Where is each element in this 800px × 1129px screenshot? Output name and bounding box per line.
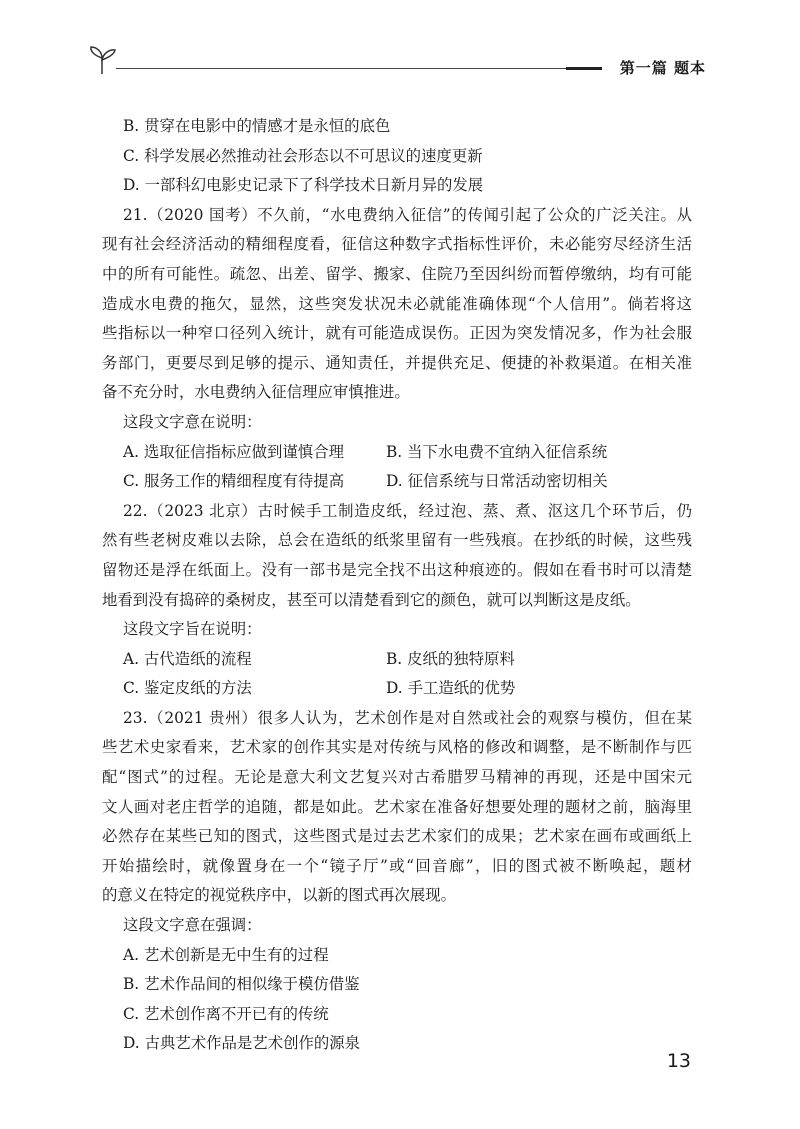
question-21-prompt: 这段文字意在说明： — [123, 412, 262, 431]
option-b: B. 艺术作品间的相似缘于模仿借鉴 — [123, 975, 360, 994]
question-23-line: 文人画对老庄哲学的追随，都是如此。艺术家在准备好想要处理的题材之前，脑海里 — [102, 797, 692, 816]
question-22-line: 22.（2023 北京）古时候手工制造皮纸，经过泡、蒸、煮、沤这几个环节后，仍 — [123, 501, 692, 520]
question-21-line: 21.（2020 国考）不久前，“水电费纳入征信”的传闻引起了公众的广泛关注。从 — [123, 205, 692, 224]
question-23-line: 些艺术史家看来，艺术家的创作其实是对传统与风格的修改和调整，是不断制作与匹 — [102, 738, 692, 757]
question-21 — [102, 201, 692, 497]
option-d: D. 征信系统与日常活动密切相关 — [386, 472, 608, 491]
header-rule — [116, 68, 594, 69]
option-b: B. 当下水电费不宜纳入征信系统 — [386, 442, 608, 461]
question-23-line: 必然存在某些已知的图式，这些图式是过去艺术家们的成果；艺术家在画布或画纸上 — [102, 827, 692, 846]
option-c: C. 艺术创作离不开已有的传统 — [123, 1004, 329, 1023]
question-23-line: 的意义在特定的视觉秩序中，以新的图式再次展现。 — [102, 886, 456, 905]
question-23-line: 23.（2021 贵州）很多人认为，艺术创作是对自然或社会的观察与模仿，但在某 — [123, 708, 692, 727]
header-rule-accent — [566, 67, 602, 70]
option-b: B. 贯穿在电影中的情感才是永恒的底色 — [123, 117, 391, 135]
option-d: D. 一部科幻电影史记录下了科学技术日新月异的发展 — [123, 176, 484, 195]
question-22-line: 地看到没有捣碎的桑树皮，甚至可以清楚看到它的颜色，就可以判断这是皮纸。 — [102, 590, 641, 609]
question-22-options-row — [102, 674, 692, 704]
question-22-line: 留物还是浮在纸面上。没有一部书是完全找不出这种痕迹的。假如在看书时可以清楚 — [102, 560, 692, 579]
sprout-icon — [88, 44, 118, 78]
page-number: 13 — [666, 1050, 691, 1072]
question-21-line: 现有社会经济活动的精细程度看，征信这种数字式指标性评价，未必能穷尽经济生活 — [102, 235, 692, 254]
page-header — [88, 44, 706, 84]
question-23-line: 开始描绘时，就像置身在一个“镜子厅”或“回音廊”，旧的图式被不断唤起，题材 — [102, 856, 692, 875]
question-21-line: 中的所有可能性。疏忽、出差、留学、搬家、住院乃至因纠纷而暂停缴纳，均有可能 — [102, 264, 692, 283]
question-23 — [102, 704, 692, 1059]
question-21-line: 造成水电费的拖欠，显然，这些突发状况未必就能准确体现“个人信用”。倘若将这 — [102, 294, 692, 313]
option-a: A. 选取征信指标应做到谨慎合理 — [123, 442, 344, 461]
option-c: C. 服务工作的精细程度有待提高 — [123, 472, 345, 491]
question-22 — [102, 497, 692, 704]
question-22-prompt: 这段文字旨在说明： — [123, 620, 262, 639]
section-title: 第一篇 题本 — [619, 59, 706, 77]
question-21-line: 备不充分时，水电费纳入征信理应审慎推进。 — [102, 383, 410, 402]
option-b: B. 皮纸的独特原料 — [386, 649, 515, 668]
question-23-line: 配“图式”的过程。无论是意大利文艺复兴对古希腊罗马精神的再现，还是中国宋元 — [102, 768, 692, 787]
question-21-line: 些指标以一种窄口径列入统计，就有可能造成误伤。正因为突发情况多，作为社会服 — [102, 324, 692, 343]
question-23-prompt: 这段文字意在强调： — [123, 916, 262, 935]
option-a: A. 古代造纸的流程 — [123, 649, 252, 668]
option-c: C. 科学发展必然推动社会形态以不可思议的速度更新 — [123, 146, 483, 165]
option-d: D. 古典艺术作品是艺术创作的源泉 — [123, 1034, 361, 1053]
question-22-line: 然有些老树皮难以去除，总会在造纸的纸浆里留有一些残痕。在抄纸的时候，这些残 — [102, 531, 692, 550]
option-a: A. 艺术创新是无中生有的过程 — [123, 945, 329, 964]
page-body — [102, 112, 692, 1059]
option-d: D. 手工造纸的优势 — [386, 679, 516, 698]
option-c: C. 鉴定皮纸的方法 — [123, 679, 252, 698]
question-22-options-row — [102, 645, 692, 675]
question-21-line: 务部门，更要尽到足够的提示、通知责任，并提供充足、便捷的补救渠道。在相关准 — [102, 353, 692, 372]
question-21-options-row — [102, 467, 692, 497]
question-21-options-row — [102, 438, 692, 468]
